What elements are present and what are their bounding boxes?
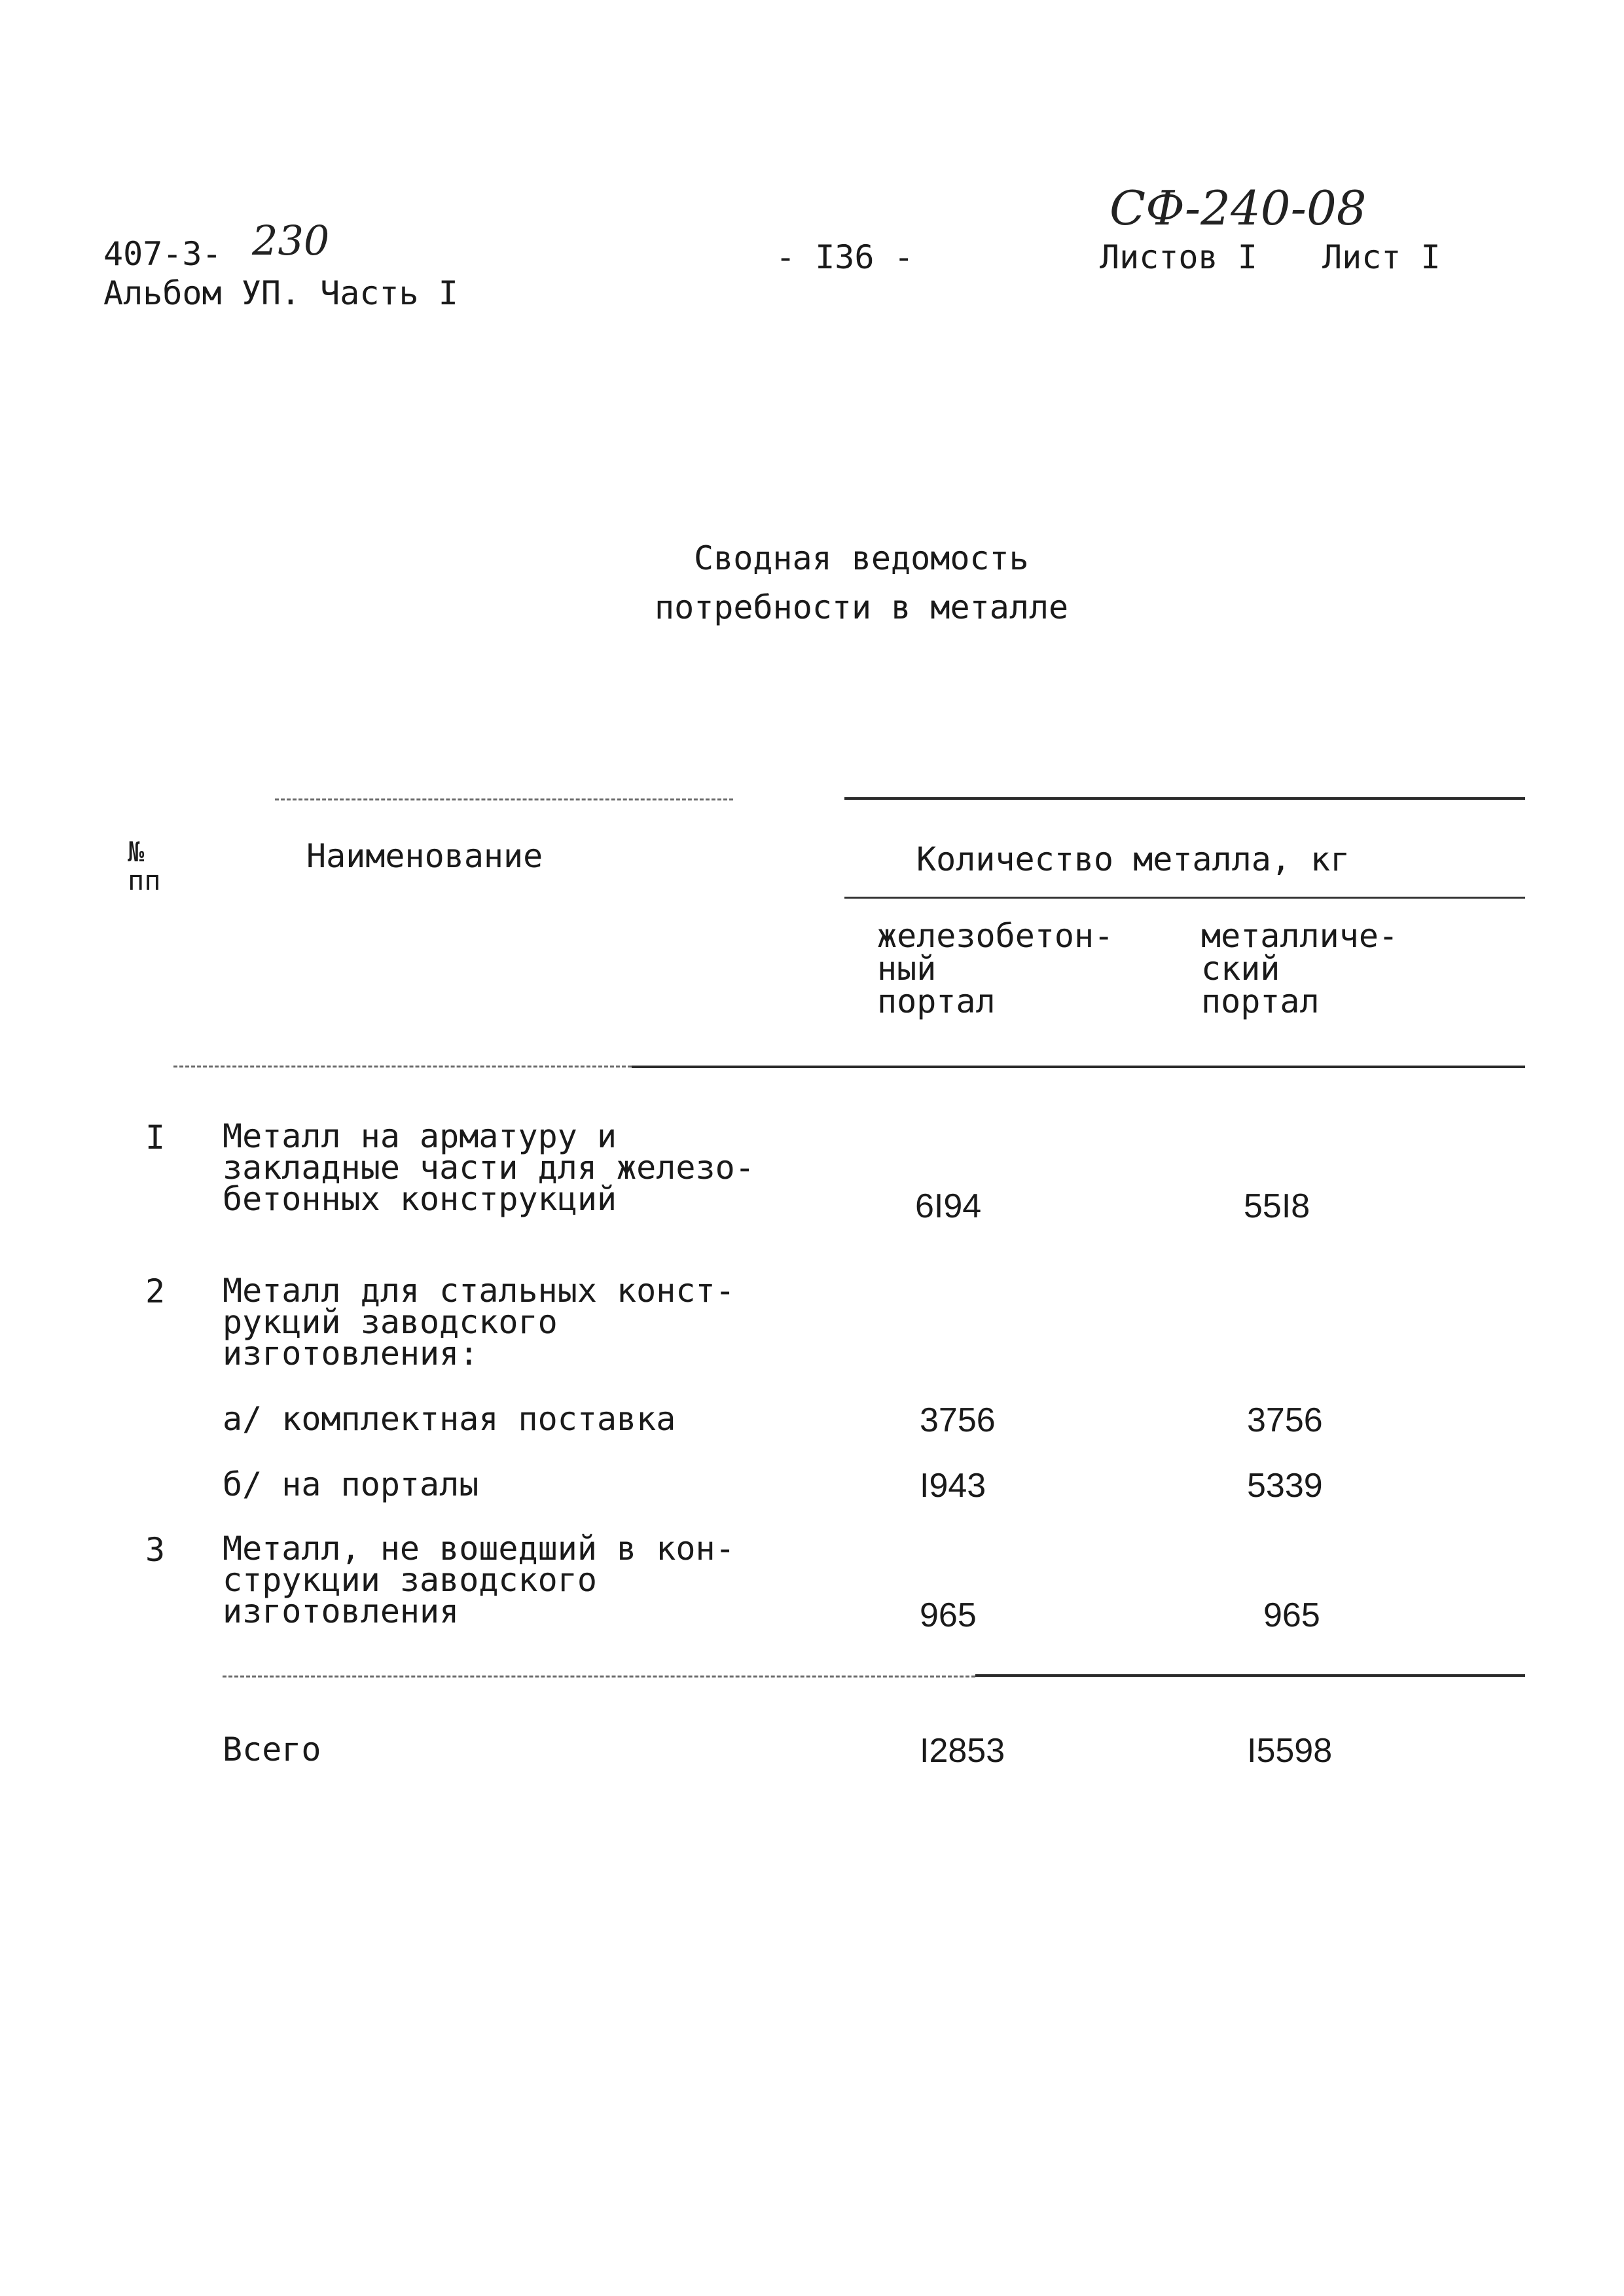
sheet-number: Лист I	[1322, 238, 1441, 276]
quantity-header-rule	[844, 897, 1525, 899]
row-1-metal-value: 55I8	[1244, 1187, 1310, 1225]
row-3-metal-value: 965	[1263, 1596, 1320, 1634]
row-1-rc-value: 6I94	[915, 1187, 982, 1225]
row-1-name: Металл на арматуру и закладные части для железо- бетонных конструкций	[223, 1117, 755, 1218]
table-top-rule-left	[275, 798, 733, 800]
page-number: - I36 -	[776, 238, 914, 276]
row-3-number: 3	[145, 1531, 166, 1569]
row-2b-name: б/ на порталы	[223, 1465, 479, 1503]
row-2a-rc-value: 3756	[920, 1401, 996, 1439]
album-label: Альбом УП. Часть I	[103, 274, 458, 312]
sheets-count: Листов I	[1100, 238, 1257, 276]
row-3-name: Металл, не вошедший в кон- струкции заводского изготовления	[223, 1530, 735, 1630]
row-2b-rc-value: I943	[920, 1467, 986, 1505]
column-header-number: № пп	[128, 836, 161, 897]
total-rule-right	[975, 1674, 1525, 1677]
column-header-rc-portal: железобетон- ный портал	[877, 917, 1114, 1020]
table-top-rule-right	[844, 797, 1525, 800]
document-code-handwritten: СФ-240-08	[1110, 181, 1367, 236]
total-rule-left	[223, 1676, 975, 1677]
title-line-2: потребности в металле	[655, 588, 1069, 626]
header-bottom-rule-right	[632, 1066, 1525, 1068]
row-2b-metal-value: 5339	[1247, 1467, 1323, 1505]
column-header-name: Наименование	[306, 837, 543, 875]
total-rc-value: I2853	[920, 1732, 1005, 1770]
row-2-name: Металл для стальных конст- рукций заводского изготовления:	[223, 1272, 735, 1372]
title-line-1: Сводная ведомость	[694, 539, 1029, 577]
column-header-metal-portal: металличе- ский портал	[1201, 917, 1399, 1020]
series-prefix: 407-3-	[103, 235, 222, 273]
total-label: Всего	[223, 1731, 321, 1768]
header-bottom-rule-left	[173, 1066, 632, 1067]
total-metal-value: I5598	[1247, 1732, 1333, 1770]
series-number-handwritten: 230	[252, 217, 330, 264]
row-3-rc-value: 965	[920, 1596, 977, 1634]
row-2a-metal-value: 3756	[1247, 1401, 1323, 1439]
row-2a-name: а/ комплектная поставка	[223, 1400, 676, 1438]
column-header-quantity: Количество металла, кг	[916, 840, 1350, 878]
row-1-number: I	[145, 1119, 166, 1157]
row-2-number: 2	[145, 1272, 166, 1310]
